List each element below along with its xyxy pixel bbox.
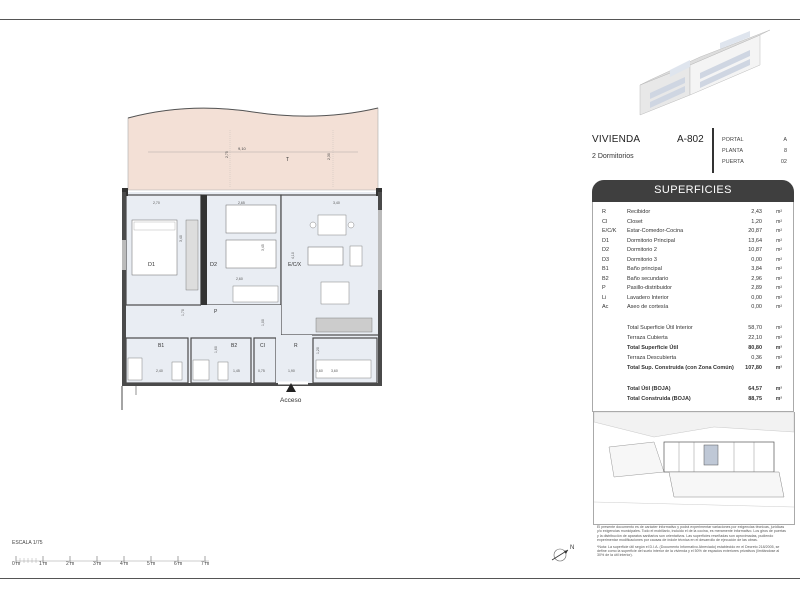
surface-row: D1 Dormitorio Principal 13,64 m² <box>602 237 782 244</box>
surface-row: Cl Closet 1,20 m² <box>602 218 782 225</box>
b2-shower <box>193 360 209 380</box>
meta-value: A <box>783 137 787 143</box>
total-row: Total Superficie Útil 80,80 m² <box>627 345 782 351</box>
d1-label: D1 <box>148 262 156 268</box>
scale-tick-label: 7 m <box>201 561 210 567</box>
svg-text:1,70: 1,70 <box>181 309 185 316</box>
svg-text:2,60: 2,60 <box>236 277 243 281</box>
surface-row: D2 Dormitorio 2 10,87 m² <box>602 247 782 253</box>
d2-bed-1 <box>226 205 276 233</box>
d2-desk <box>233 286 278 302</box>
surface-row: E/C/K Estar-Comedor-Cocina 20,87 m² <box>602 228 782 234</box>
terrace-area <box>128 108 378 190</box>
terrace-label: T <box>286 157 290 163</box>
entrance-arrow-icon <box>286 383 296 392</box>
r-label: R <box>294 343 298 349</box>
meta-label: PUERTA <box>722 159 744 165</box>
svg-text:3,40: 3,40 <box>179 235 183 242</box>
outer-wall-bottom <box>122 383 382 386</box>
p-label: P <box>214 309 218 315</box>
unit-number: A-802 <box>677 134 704 145</box>
d2-bed-2 <box>226 240 276 268</box>
scale-tick-label: 0 m <box>12 561 21 567</box>
scale-tick-label: 3 m <box>93 561 102 567</box>
svg-text:0,75: 0,75 <box>258 369 265 373</box>
surface-row: Ac Aseo de cortesía 0,00 m² <box>602 304 782 310</box>
scale-tick-label: 2 m <box>66 561 75 567</box>
scale-tick-label: 4 m <box>120 561 129 567</box>
top-rule <box>0 19 800 20</box>
outer-wall-left <box>122 192 126 386</box>
svg-text:1,45: 1,45 <box>233 369 240 373</box>
meta-label: PORTAL <box>722 137 744 143</box>
compass-label: N <box>570 545 575 551</box>
svg-text:3,40: 3,40 <box>333 201 340 205</box>
d1-closet <box>186 220 198 290</box>
floor-plan <box>118 100 388 420</box>
entrance-label: Acceso <box>280 397 302 404</box>
svg-text:2,40: 2,40 <box>156 369 163 373</box>
terrace-dim-h1: 2,75 <box>225 151 229 158</box>
boja-row: Total Construida (BOJA) 88,75 m² <box>627 396 782 402</box>
window-right <box>378 210 382 290</box>
scale-tick-label: 1 m <box>39 561 48 567</box>
total-row: Total Superficie Útil Interior 58,70 m² <box>627 325 782 331</box>
eck-table <box>318 215 346 235</box>
eck-kitchen-counter <box>316 318 372 332</box>
b1-sink <box>172 362 182 380</box>
meta-label: PLANTA <box>722 148 743 154</box>
north-compass-icon <box>548 540 578 570</box>
building-illustration <box>630 25 780 123</box>
svg-text:1,00: 1,00 <box>261 319 265 326</box>
b1-shower <box>128 358 142 380</box>
meta-value: 8 <box>783 148 787 154</box>
b1-label: B1 <box>158 343 165 349</box>
d2-label: D2 <box>210 262 218 268</box>
site-plan-minimap <box>593 412 795 525</box>
svg-text:1,90: 1,90 <box>288 369 295 373</box>
disclaimer-paragraph: *Nota: La superficie útil según el D.I.A. (Documento Informativo Abreviado) establecido en el Decreto 218/2005, se define como la superficie del suelo interior de la vivienda y el 50% de espacios exteriores privativos (limitándose al 30% de la útil interior). <box>597 544 780 558</box>
kitchen-appliances <box>316 360 371 378</box>
ci-label: CI <box>260 343 265 349</box>
meta-planta <box>722 148 787 154</box>
svg-text:3,45: 3,45 <box>261 244 265 251</box>
svg-text:2,65: 2,65 <box>238 201 245 205</box>
header-divider <box>712 128 714 173</box>
b2-label: B2 <box>231 343 238 349</box>
scale-tick-label: 6 m <box>174 561 183 567</box>
d2-closet <box>201 195 207 305</box>
svg-text:0,60: 0,60 <box>316 369 323 373</box>
unit-type-label: VIVIENDA <box>592 134 641 145</box>
scale-tick-label: 5 m <box>147 561 156 567</box>
bottom-rule <box>0 578 800 579</box>
scale-title: ESCALA 1/75 <box>12 540 43 546</box>
total-row: Total Sup. Construida (con Zona Común) 107,80 m² <box>627 365 782 371</box>
surfaces-title: SUPERFICIES <box>654 184 732 196</box>
surface-row: D3 Dormitorio 3 0,00 m² <box>602 256 782 263</box>
meta-puerta <box>722 159 787 165</box>
svg-text:1,60: 1,60 <box>214 346 218 353</box>
room-p <box>201 305 281 335</box>
eck-sofa <box>308 247 343 265</box>
svg-text:2,70: 2,70 <box>153 201 160 205</box>
window-left <box>122 240 126 270</box>
meta-value: 02 <box>780 159 787 165</box>
surface-row: B1 Baño principal 3,84 m² <box>602 266 782 272</box>
unit-bedrooms: 2 Dormitorios <box>592 153 634 160</box>
surface-row: Li Lavadero Interior 0,00 m² <box>602 294 782 301</box>
surface-row: B2 Baño secundario 2,96 m² <box>602 275 782 282</box>
svg-text:3,60: 3,60 <box>331 369 338 373</box>
room-ci <box>254 338 276 383</box>
boja-row: Total Útil (BOJA) 64,57 m² <box>627 386 782 392</box>
svg-text:1,20: 1,20 <box>316 347 320 354</box>
surface-row: P Pasillo-distribuidor 2,89 m² <box>602 285 782 291</box>
eck-label: E/C/X <box>288 262 302 268</box>
meta-portal <box>722 137 787 143</box>
terrace-dim-h2: 2,30 <box>327 153 331 160</box>
svg-text:4,10: 4,10 <box>291 252 295 259</box>
disclaimer-paragraph: El presente documento es de carácter informativo y podrá experimentar variaciones por exigencias técnicas, jurídicas y/o exigencias municipales. Todo el mobiliario, incluido el de la cocina, es meramente informativo. Los giros de puertas y la distribución de aparatos sanitarios son orientativos. Las superficies reseñadas son aproximadas, pudiendo experimentar modificaciones por causas de índole técnica en el desarrollo de ejecución de las obras. <box>597 525 786 543</box>
eck-dining-table <box>321 282 349 304</box>
disclaimer <box>597 525 787 558</box>
surface-row: R Recibidor 2,43 m² <box>602 209 782 215</box>
total-row: Terraza Descubierta 0,36 m² <box>627 355 782 361</box>
total-row: Terraza Cubierta 22,10 m² <box>627 335 782 341</box>
terrace-dim-w: 9,10 <box>238 146 246 151</box>
